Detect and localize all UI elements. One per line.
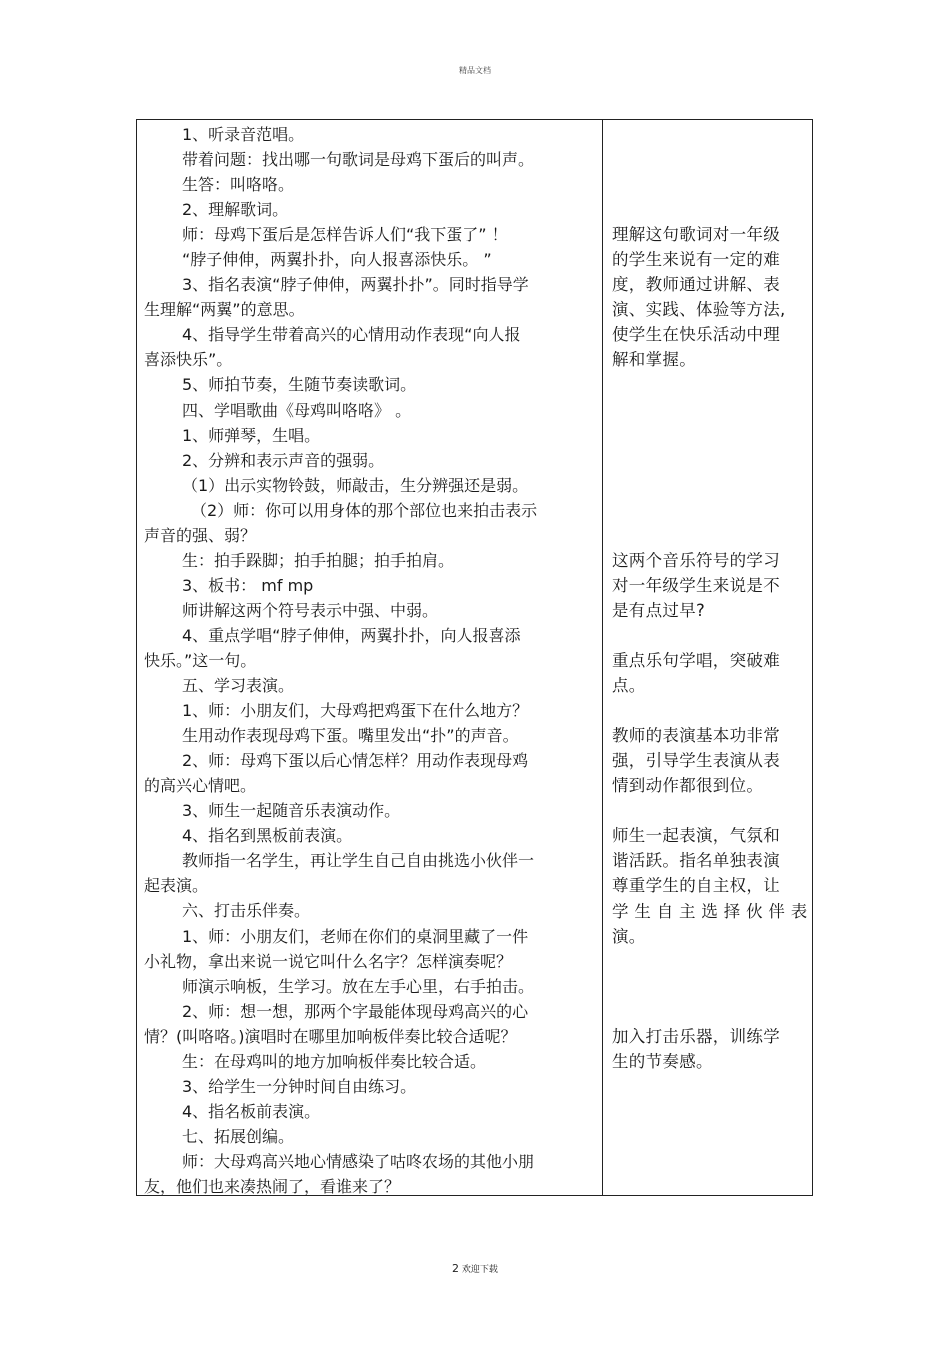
design-note-line: 解和掌握。 — [612, 350, 696, 370]
process-line: 3、板书： mf mp — [182, 575, 314, 595]
process-line: 4、指名板前表演。 — [182, 1101, 321, 1121]
process-line: 生用动作表现母鸡下蛋。嘴里发出“扑”的声音。 — [182, 726, 519, 746]
process-line: 喜添快乐”。 — [144, 350, 233, 370]
page-number: 2 — [452, 1262, 460, 1275]
design-note-line: 演。 — [612, 926, 646, 946]
process-line: 生答：叫咯咯。 — [182, 175, 295, 195]
design-note-line: 教师的表演基本功非常 — [612, 726, 780, 746]
process-line: 情？(叫咯咯。)演唱时在哪里加响板伴奏比较合适呢？ — [144, 1026, 517, 1046]
design-note-line: 情到动作都很到位。 — [612, 776, 764, 796]
design-note-line: 演、实践、体验等方法, — [612, 300, 786, 320]
process-line: 师：大母鸡高兴地心情感染了咕咚农场的其他小朋 — [182, 1151, 535, 1171]
process-line: 2、师：想一想，那两个字最能体现母鸡高兴的心 — [182, 1001, 529, 1021]
design-note — [612, 222, 808, 372]
page-footer — [0, 1262, 950, 1275]
process-line: 生：拍手跺脚；拍手拍腿；拍手拍肩。 — [182, 550, 455, 570]
process-line: 4、指名到黑板前表演。 — [182, 826, 353, 846]
process-line: 师讲解这两个符号表示中强、中弱。 — [182, 600, 439, 620]
process-line: 五、学习表演。 — [182, 676, 295, 696]
footer-text: 欢迎下载 — [461, 1265, 498, 1275]
process-line: 起表演。 — [144, 876, 209, 896]
lesson-table — [136, 119, 813, 1196]
design-note-line: 点。 — [612, 676, 646, 696]
process-line: 生理解“两翼”的意思。 — [144, 300, 305, 320]
design-note-line: 学 生 自 主 选 择 伙 伴 表 — [612, 901, 808, 921]
process-line: 的高兴心情吧。 — [144, 776, 257, 796]
process-line: 2、分辨和表示声音的强弱。 — [182, 450, 385, 470]
process-line: 七、拓展创编。 — [182, 1126, 295, 1146]
process-line: 1、师：小朋友们，老师在你们的桌洞里藏了一件 — [182, 926, 529, 946]
design-note-line: 重点乐句学唱，突破难 — [612, 651, 780, 671]
design-note-line: 生的节奏感。 — [612, 1051, 713, 1071]
process-line: （2）师：你可以用身体的那个部位也来拍击表示 — [191, 500, 538, 520]
design-note-line: 这两个音乐符号的学习 — [612, 550, 780, 570]
page-header: 精品文档 — [459, 66, 491, 75]
process-line: 四、学唱歌曲《母鸡叫咯咯》 。 — [182, 400, 412, 420]
design-note — [612, 548, 808, 623]
design-note — [612, 723, 808, 798]
design-note-line: 强，引导学生表演从表 — [612, 751, 780, 771]
process-line: 带着问题：找出哪一句歌词是母鸡下蛋后的叫声。 — [182, 150, 535, 170]
design-note-line: 谐活跃。指名单独表演 — [612, 851, 780, 871]
process-line: 2、师：母鸡下蛋以后心情怎样？用动作表现母鸡 — [182, 751, 529, 771]
process-line: 快乐。”这一句。 — [144, 650, 257, 670]
design-note-line: 使学生在快乐活动中理 — [612, 325, 780, 345]
process-line: 3、师生一起随音乐表演动作。 — [182, 801, 401, 821]
process-line: “脖子伸伸，两翼扑扑，向人报喜添快乐。 ” — [182, 250, 492, 270]
process-line: 2、理解歌词。 — [182, 200, 289, 220]
column-divider — [602, 120, 603, 1195]
process-line: 4、指导学生带着高兴的心情用动作表现“向人报 — [182, 325, 521, 345]
process-line: 六、打击乐伴奏。 — [182, 901, 311, 921]
process-line: （1）出示实物铃鼓，师敲击，生分辨强还是弱。 — [182, 475, 529, 495]
design-note-line: 理解这句歌词对一年级 — [612, 225, 780, 245]
process-line: 3、给学生一分钟时间自由练习。 — [182, 1076, 417, 1096]
process-line: 3、指名表演“脖子伸伸，两翼扑扑”。同时指导学 — [182, 275, 529, 295]
process-line: 4、重点学唱“脖子伸伸，两翼扑扑，向人报喜添 — [182, 625, 521, 645]
design-note-line: 尊重学生的自主权，让 — [612, 876, 780, 896]
design-note-line: 是有点过早? — [612, 600, 706, 620]
design-note-line: 加入打击乐器，训练学 — [612, 1026, 780, 1046]
process-line: 1、听录音范唱。 — [182, 125, 305, 144]
process-line: 声音的强、弱？ — [144, 525, 257, 545]
design-note-line: 的学生来说有一定的难 — [612, 250, 780, 270]
design-note — [612, 823, 808, 948]
teaching-process-column — [144, 122, 596, 1199]
design-note-line: 度，教师通过讲解、表 — [612, 275, 780, 295]
design-note-line: 对一年级学生来说是不 — [612, 575, 780, 595]
process-line: 师：母鸡下蛋后是怎样告诉人们“我下蛋了” ！ — [182, 225, 508, 245]
process-line: 师演示响板，生学习。放在左手心里，右手拍击。 — [182, 976, 535, 996]
process-line: 教师指一名学生，再让学生自己自由挑选小伙伴一 — [182, 851, 535, 871]
process-line: 友，他们也来凑热闹了，看谁来了？ — [144, 1176, 401, 1196]
process-line: 小礼物，拿出来说一说它叫什么名字？怎样演奏呢？ — [144, 951, 513, 971]
process-line: 生：在母鸡叫的地方加响板伴奏比较合适。 — [182, 1051, 487, 1071]
design-note-line: 师生一起表演，气氛和 — [612, 826, 780, 846]
design-note — [612, 648, 808, 698]
process-line: 1、师：小朋友们，大母鸡把鸡蛋下在什么地方？ — [182, 701, 529, 721]
process-line: 1、师弹琴，生唱。 — [182, 425, 321, 445]
design-note — [612, 1024, 808, 1074]
process-line: 5、师拍节奏，生随节奏读歌词。 — [182, 375, 417, 395]
